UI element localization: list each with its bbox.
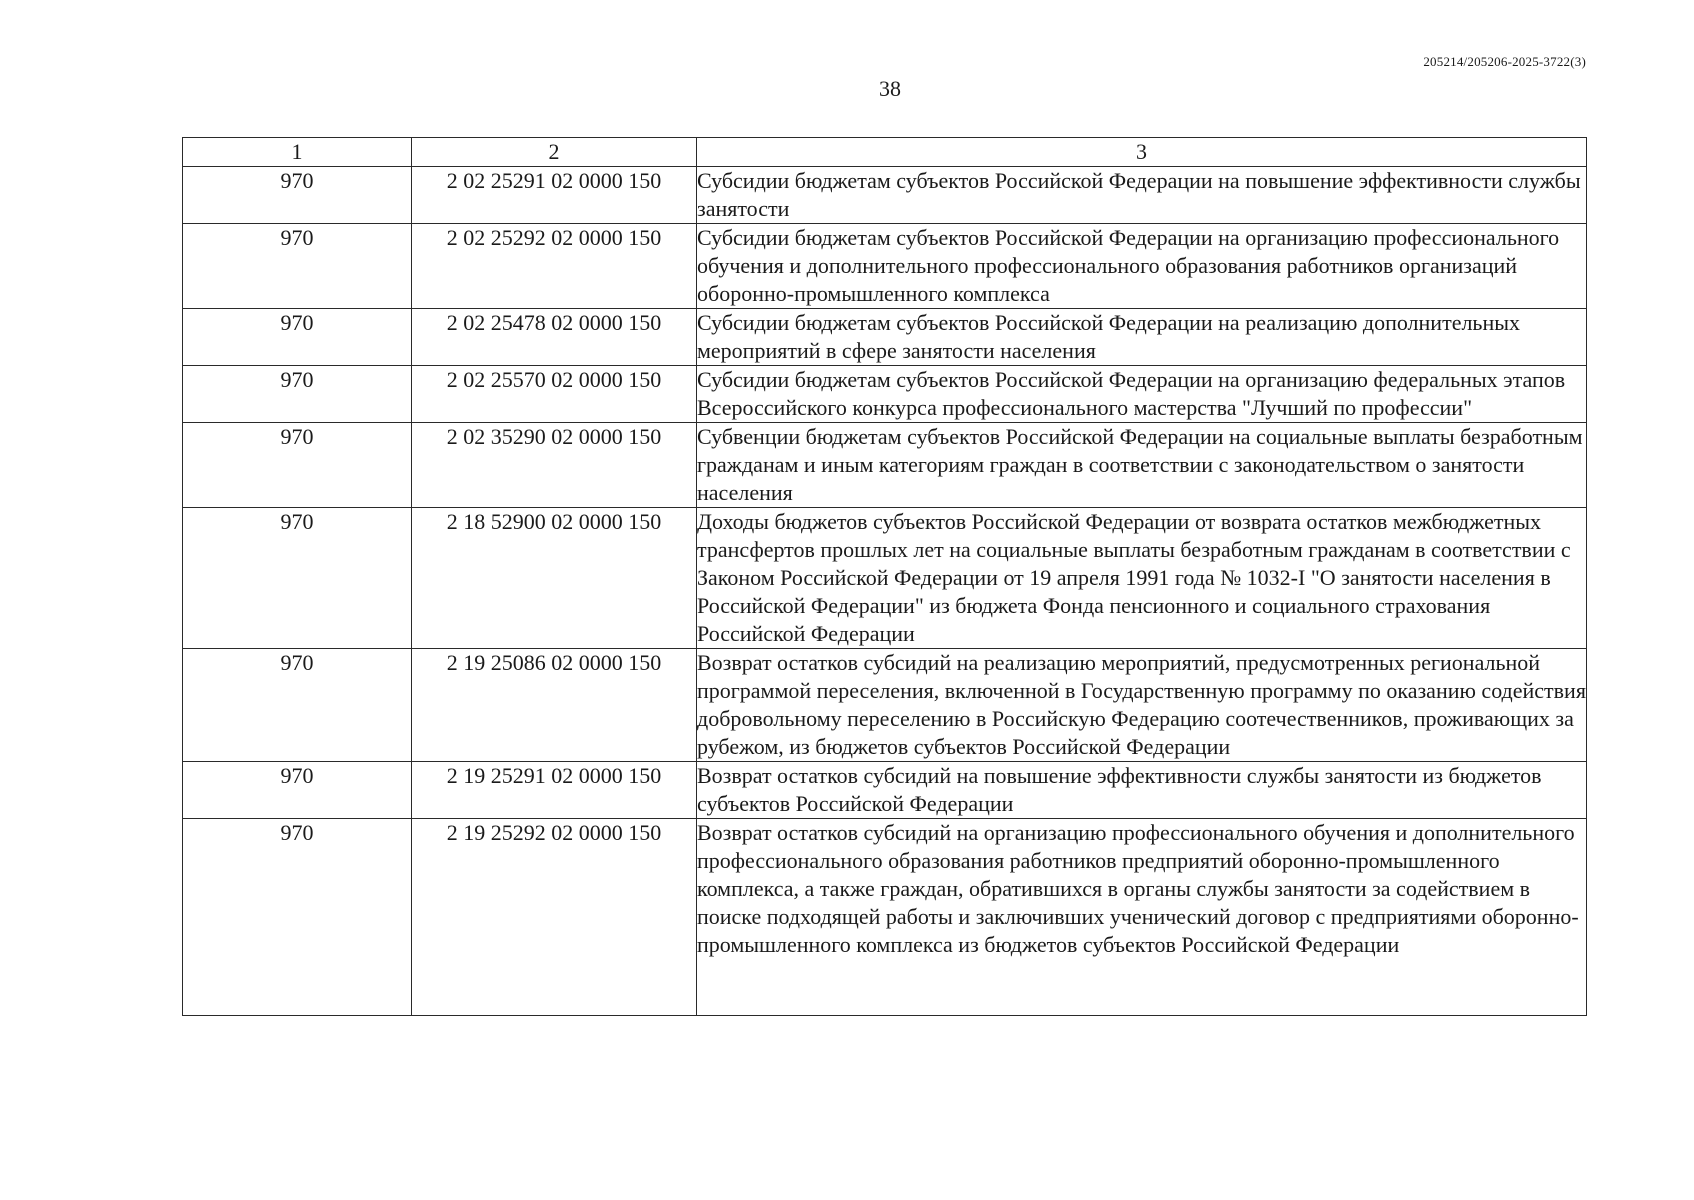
- table-header-row: [183, 138, 1587, 167]
- revenue-code-cell: 2 19 25292 02 0000 150: [412, 819, 697, 1016]
- revenue-code-cell: 2 18 52900 02 0000 150: [412, 508, 697, 649]
- revenue-code-cell: 2 02 25478 02 0000 150: [412, 309, 697, 366]
- revenue-codes-table: [182, 137, 1587, 1016]
- column-header-1: 1: [183, 138, 412, 167]
- table-row: [183, 167, 1587, 224]
- revenue-name-cell: Возврат остатков субсидий на реализацию мероприятий, предусмотренных региональной программой переселения, включенной в Государственную программу по оказанию содействия добровольному переселению в Российскую Федерацию соотечественников, проживающих за рубежом, из бюджетов субъектов Российской Федерации: [697, 649, 1587, 762]
- table-row: [183, 762, 1587, 819]
- table-row: [183, 819, 1587, 1016]
- admin-code-cell: 970: [183, 224, 412, 309]
- column-header-3: 3: [697, 138, 1587, 167]
- revenue-name-cell: Доходы бюджетов субъектов Российской Федерации от возврата остатков межбюджетных трансфертов прошлых лет на социальные выплаты безработным гражданам в соответствии с Законом Российской Федерации от 19 апреля 1991 года № 1032-I "О занятости населения в Российской Федерации" из бюджета Фонда пенсионного и социального страхования Российской Федерации: [697, 508, 1587, 649]
- revenue-name-cell: Возврат остатков субсидий на повышение эффективности службы занятости из бюджетов субъектов Российской Федерации: [697, 762, 1587, 819]
- admin-code-cell: 970: [183, 167, 412, 224]
- table-row: [183, 224, 1587, 309]
- revenue-code-cell: 2 02 25291 02 0000 150: [412, 167, 697, 224]
- revenue-name-cell: Возврат остатков субсидий на организацию профессионального обучения и дополнительного профессионального образования работников предприятий оборонно-промышленного комплекса, а также граждан, обратившихся в органы службы занятости за содействием в поиске подходящей работы и заключивших ученический договор с предприятиями оборонно-промышленного комплекса из бюджетов субъектов Российской Федерации: [697, 819, 1587, 1016]
- table-row: [183, 508, 1587, 649]
- revenue-code-cell: 2 02 35290 02 0000 150: [412, 423, 697, 508]
- admin-code-cell: 970: [183, 508, 412, 649]
- table-row: [183, 366, 1587, 423]
- page-number: 38: [879, 76, 901, 101]
- table-row: [183, 423, 1587, 508]
- admin-code-cell: 970: [183, 819, 412, 1016]
- document-id: 205214/205206-2025-3722(3): [1423, 54, 1586, 69]
- admin-code-cell: 970: [183, 309, 412, 366]
- revenue-name-cell: Субсидии бюджетам субъектов Российской Федерации на повышение эффективности службы занятости: [697, 167, 1587, 224]
- revenue-code-cell: 2 19 25086 02 0000 150: [412, 649, 697, 762]
- revenue-code-cell: 2 02 25570 02 0000 150: [412, 366, 697, 423]
- revenue-code-cell: 2 02 25292 02 0000 150: [412, 224, 697, 309]
- table-row: [183, 309, 1587, 366]
- column-header-2: 2: [412, 138, 697, 167]
- revenue-name-cell: Субвенции бюджетам субъектов Российской Федерации на социальные выплаты безработным гражданам и иным категориям граждан в соответствии с законодательством о занятости населения: [697, 423, 1587, 508]
- admin-code-cell: 970: [183, 366, 412, 423]
- revenue-code-cell: 2 19 25291 02 0000 150: [412, 762, 697, 819]
- revenue-name-cell: Субсидии бюджетам субъектов Российской Федерации на организацию федеральных этапов Всероссийского конкурса профессионального мастерства "Лучший по профессии": [697, 366, 1587, 423]
- admin-code-cell: 970: [183, 762, 412, 819]
- revenue-name-cell: Субсидии бюджетам субъектов Российской Федерации на реализацию дополнительных мероприятий в сфере занятости населения: [697, 309, 1587, 366]
- table-row: [183, 649, 1587, 762]
- admin-code-cell: 970: [183, 423, 412, 508]
- revenue-name-cell: Субсидии бюджетам субъектов Российской Федерации на организацию профессионального обучения и дополнительного профессионального образования работников организаций оборонно-промышленного комплекса: [697, 224, 1587, 309]
- admin-code-cell: 970: [183, 649, 412, 762]
